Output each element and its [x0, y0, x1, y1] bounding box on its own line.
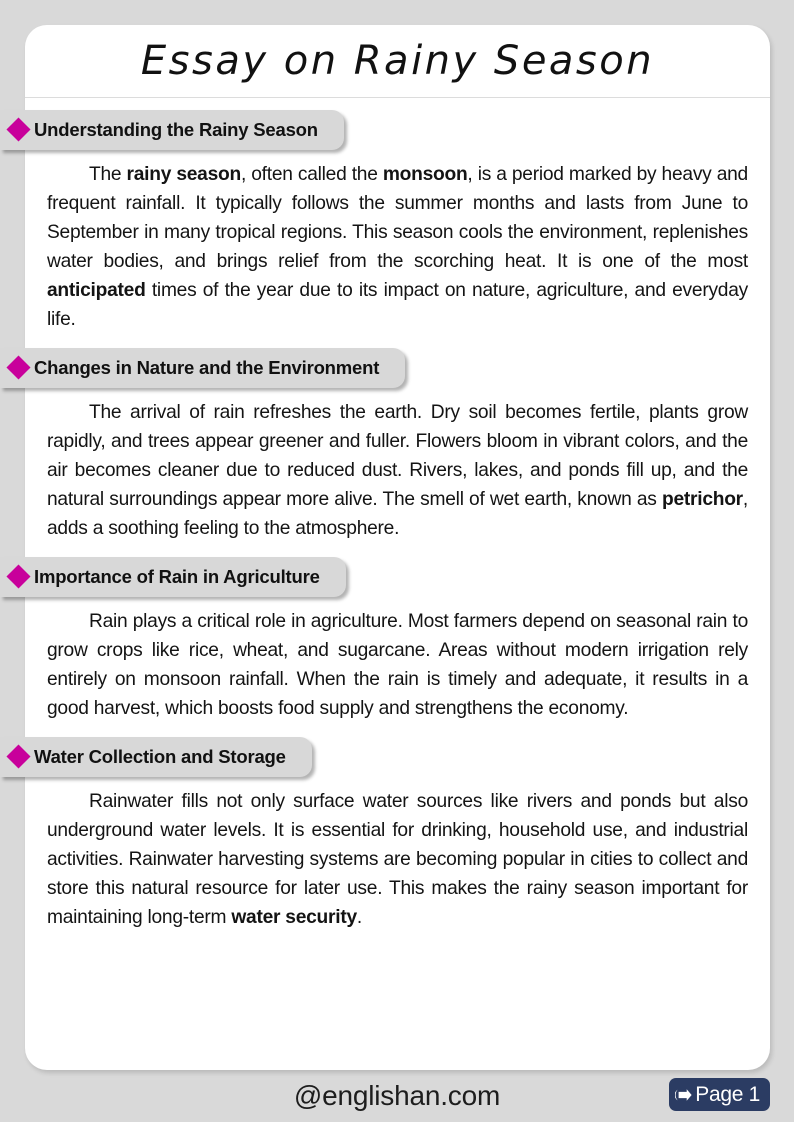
- section-header: [0, 348, 770, 388]
- section-body: [25, 597, 770, 737]
- page-footer: [0, 1070, 794, 1122]
- section-paragraph: Rainwater fills not only surface water sources like rivers and ponds but also underground water levels. It is essential for drinking, household use, and industrial activities. Rainwater harvesting systems are becoming popular in cities to collect and store this natural resource for later use. This makes the rainy season important for maintaining long-term water security.: [47, 791, 748, 928]
- section-body: [25, 777, 770, 946]
- sections-container: [25, 98, 770, 946]
- section-heading: Importance of Rain in Agriculture: [34, 566, 320, 587]
- section-heading: Understanding the Rainy Season: [34, 119, 318, 140]
- page-title: Essay on Rainy Season: [140, 38, 655, 84]
- section-header: [0, 557, 770, 597]
- section: [25, 737, 770, 946]
- section-header: [0, 737, 770, 777]
- section: [25, 348, 770, 557]
- section-body: [25, 388, 770, 557]
- page-number-label: Page 1: [695, 1082, 760, 1106]
- arrow-right-icon: [675, 1086, 693, 1104]
- section: [25, 557, 770, 737]
- section-header-tab: [0, 110, 344, 150]
- section-header-tab: [0, 348, 405, 388]
- site-watermark: @englishan.com: [293, 1080, 501, 1111]
- section-paragraph: The rainy season, often called the monsoon, is a period marked by heavy and frequent rainfall. It typically follows the summer months and lasts from June to September in many tropical regions. This season cools the environment, replenishes water bodies, and brings relief from the scorching heat. It is one of the most anticipated times of the year due to its impact on nature, agriculture, and everyday life.: [47, 164, 748, 330]
- diamond-icon: [6, 117, 30, 141]
- section-paragraph: The arrival of rain refreshes the earth. Dry soil becomes fertile, plants grow rapidly, and trees appear greener and fuller. Flowers bloom in vibrant colors, and the air becomes cleaner due to reduced dust. Rivers, lakes, and ponds fill up, and the natural surroundings appear more alive. The smell of wet earth, known as petrichor, adds a soothing feeling to the atmosphere.: [47, 402, 748, 539]
- diamond-icon: [6, 564, 30, 588]
- section-header-tab: [0, 737, 312, 777]
- section-header: [0, 110, 770, 150]
- section-body: [25, 150, 770, 348]
- diamond-icon: [6, 744, 30, 768]
- page-number-badge: [669, 1078, 770, 1111]
- section-heading: Water Collection and Storage: [34, 746, 286, 767]
- section-paragraph: Rain plays a critical role in agriculture. Most farmers depend on seasonal rain to grow crops like rice, wheat, and sugarcane. Areas without modern irrigation rely entirely on monsoon rainfall. When the rain is timely and adequate, it results in a good harvest, which boosts food supply and strengthens the economy.: [47, 611, 748, 719]
- section-header-tab: [0, 557, 346, 597]
- section-heading: Changes in Nature and the Environment: [34, 357, 380, 378]
- diamond-icon: [6, 355, 30, 379]
- title-zone: [25, 25, 770, 98]
- document-page-card: [25, 25, 770, 1070]
- section: [25, 110, 770, 348]
